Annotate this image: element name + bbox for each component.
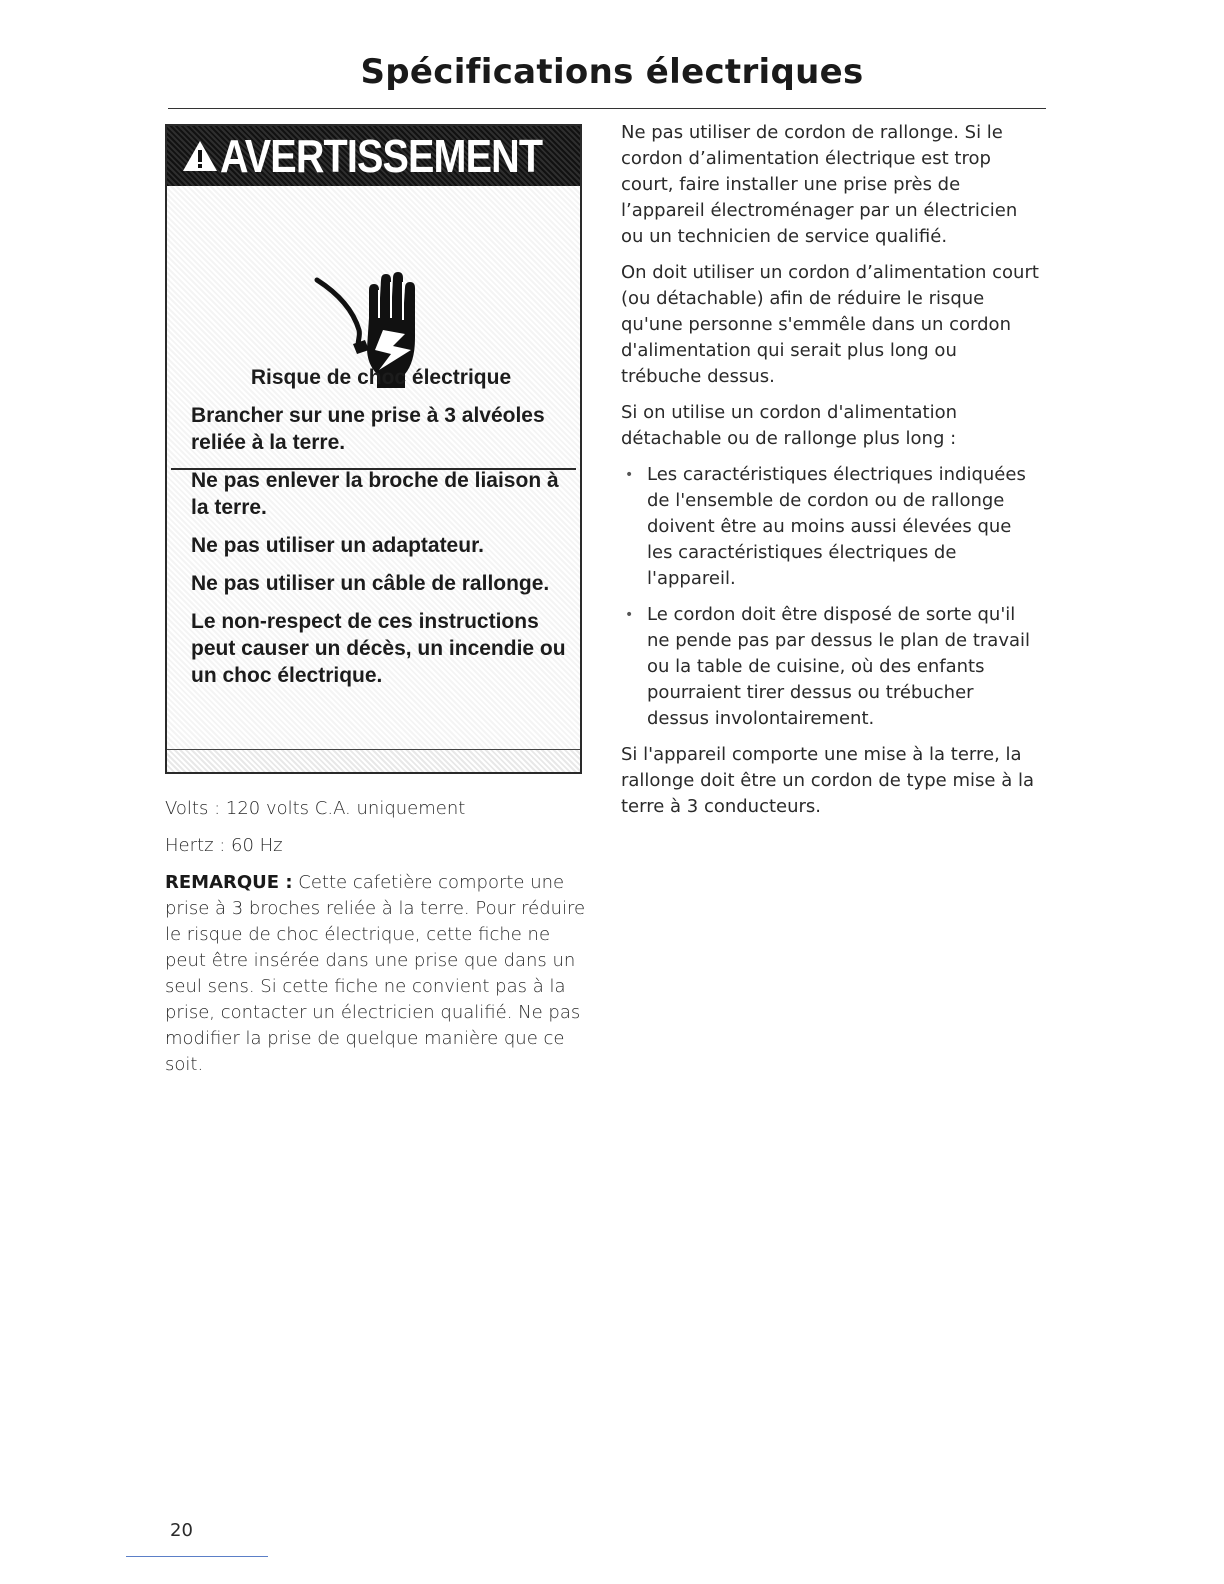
warning-item: Brancher sur une prise à 3 alvéoles reliée à la terre.	[191, 404, 545, 454]
warning-item: Ne pas utiliser un adaptateur.	[191, 534, 484, 557]
list-item-text: Les caractéristiques électriques indiquées de l'ensemble de cordon ou de rallonge doivent être au moins aussi élevées que les caractéristiques électriques de l'appareil.	[647, 464, 1026, 589]
warning-item: Le non-respect de ces instructions peut causer un décès, un incendie ou un choc électrique.	[191, 610, 566, 687]
warning-item: Ne pas utiliser un câble de rallonge.	[191, 572, 550, 595]
warning-subtitle: Risque de choc électrique	[250, 366, 512, 389]
remark-paragraph	[165, 870, 590, 1078]
paragraph: On doit utiliser un cordon d’alimentation court (ou détachable) afin de réduire le risque qu'une personne s'emmêle dans un cordon d'alimentation qui serait plus long ou trébuche dessus.	[621, 262, 1039, 387]
warning-heading: AVERTISSEMENT	[220, 130, 543, 182]
page-title: Spécifications électriques	[360, 52, 864, 92]
right-column-text	[621, 120, 1041, 830]
bullet-icon: •	[625, 607, 634, 623]
warning-body	[191, 364, 571, 700]
title-divider	[168, 108, 1046, 109]
list-item	[621, 602, 1041, 732]
list-item	[621, 462, 1041, 592]
warning-footer-band	[167, 749, 580, 772]
volts-spec: Volts : 120 volts C.A. uniquement	[165, 798, 466, 819]
paragraph: Ne pas utiliser de cordon de rallonge. Si le cordon d’alimentation électrique est trop court, faire installer une prise près de l’appareil électroménager par un électricien ou un technicien de service qualifié.	[621, 122, 1018, 247]
page-number: 20	[170, 1520, 193, 1541]
left-column-text	[165, 796, 590, 1089]
remark-label: REMARQUE :	[165, 872, 293, 893]
paragraph: Si on utilise un cordon d'alimentation détachable ou de rallonge plus long :	[621, 402, 958, 449]
bullet-list	[621, 462, 1041, 732]
warning-box	[165, 124, 582, 774]
warning-header	[167, 126, 580, 186]
warning-triangle-icon	[182, 139, 218, 173]
hertz-spec: Hertz : 60 Hz	[165, 835, 283, 856]
list-item-text: Le cordon doit être disposé de sorte qu'il ne pende pas par dessus le plan de travail ou la table de cuisine, où des enfants pourraient tirer dessus ou trébucher dessus involontairement.	[647, 604, 1031, 729]
bullet-icon: •	[625, 467, 634, 483]
paragraph: Si l'appareil comporte une mise à la terre, la rallonge doit être un cordon de type mise à la terre à 3 conducteurs.	[621, 744, 1034, 817]
warning-item: Ne pas enlever la broche de liaison à la terre.	[191, 469, 559, 519]
footer-rule	[126, 1556, 268, 1557]
remark-text: Cette cafetière comporte une prise à 3 broches reliée à la terre. Pour réduire le risque de choc électrique, cette fiche ne peut être insérée dans une prise que dans un seul sens. Si cette fiche ne convient pas à la prise, contacter un électricien qualifié. Ne pas modifier la prise de quelque manière que ce soit.	[165, 872, 586, 1075]
